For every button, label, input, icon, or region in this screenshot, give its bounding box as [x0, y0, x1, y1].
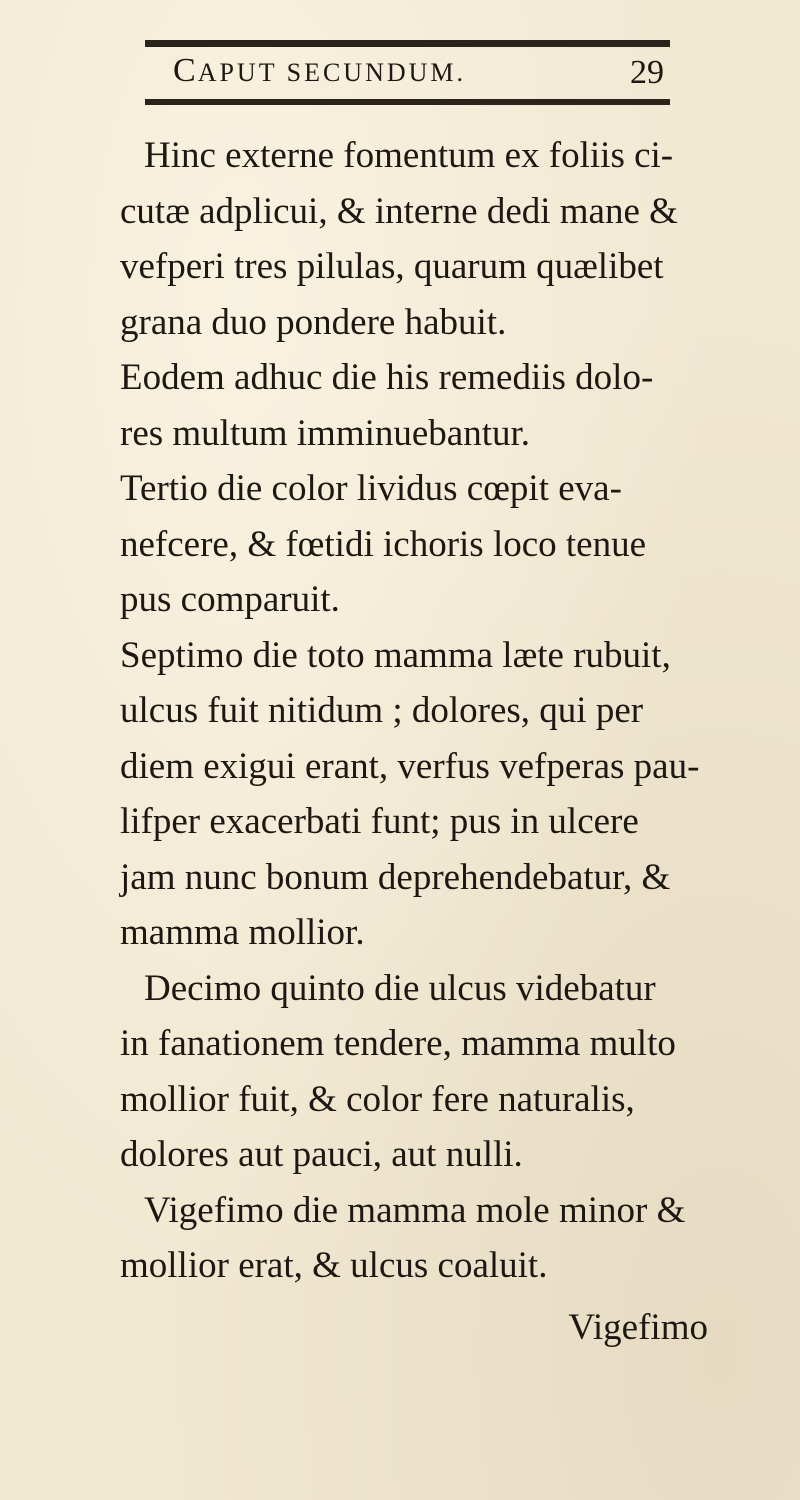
text-line: grana duo pondere habuit. — [120, 301, 507, 343]
catchword: Vigefimo — [568, 1307, 708, 1348]
page-header — [145, 52, 670, 96]
text-line: mamma mollior. — [120, 912, 365, 953]
text-line: dolores aut pauci, aut nulli. — [120, 1134, 523, 1175]
text-line: in fanationem tendere, mamma multo — [120, 1023, 676, 1064]
text-line: lifper exacerbati funt; pus in ulcere — [120, 801, 639, 842]
text-line: cutæ adplicui, & interne dedi mane & — [120, 190, 678, 232]
text-line: diem exigui erant, verfus vefperas pau- — [120, 745, 700, 787]
running-head-initial: C — [173, 52, 198, 89]
header-rule-bottom — [145, 99, 670, 105]
text-line: Vigefimo die mamma mole minor & — [144, 1189, 686, 1231]
text-line: pus comparuit. — [120, 579, 340, 620]
text-line: mollior erat, & ulcus coaluit. — [120, 1245, 548, 1286]
header-rule-top — [145, 40, 670, 47]
text-line: ulcus fuit nitidum ; dolores, qui per — [120, 690, 644, 731]
text-line: Hinc externe fomentum ex foliis ci- — [144, 135, 674, 176]
text-line: nefcere, & fœtidi ichoris loco tenue — [120, 523, 647, 565]
text-line: res multum imminuebantur. — [120, 412, 531, 454]
page-number: 29 — [630, 54, 664, 91]
text-line: Septimo die toto mamma læte rubuit, — [120, 634, 671, 676]
text-line: Tertio die color lividus cœpit eva- — [120, 468, 622, 509]
text-line: jam nunc bonum deprehendebatur, & — [120, 856, 671, 898]
body-text — [120, 128, 720, 1294]
text-line: vefperi tres pilulas, quarum quælibet — [120, 246, 664, 287]
text-line: Decimo quinto die ulcus videbatur — [144, 967, 656, 1009]
text-line: mollior fuit, & color fere naturalis, — [120, 1078, 635, 1120]
text-line: Eodem adhuc die his remediis dolo- — [120, 357, 654, 398]
running-head — [173, 52, 466, 90]
running-head-rest: APUT SECUNDUM. — [197, 58, 467, 87]
